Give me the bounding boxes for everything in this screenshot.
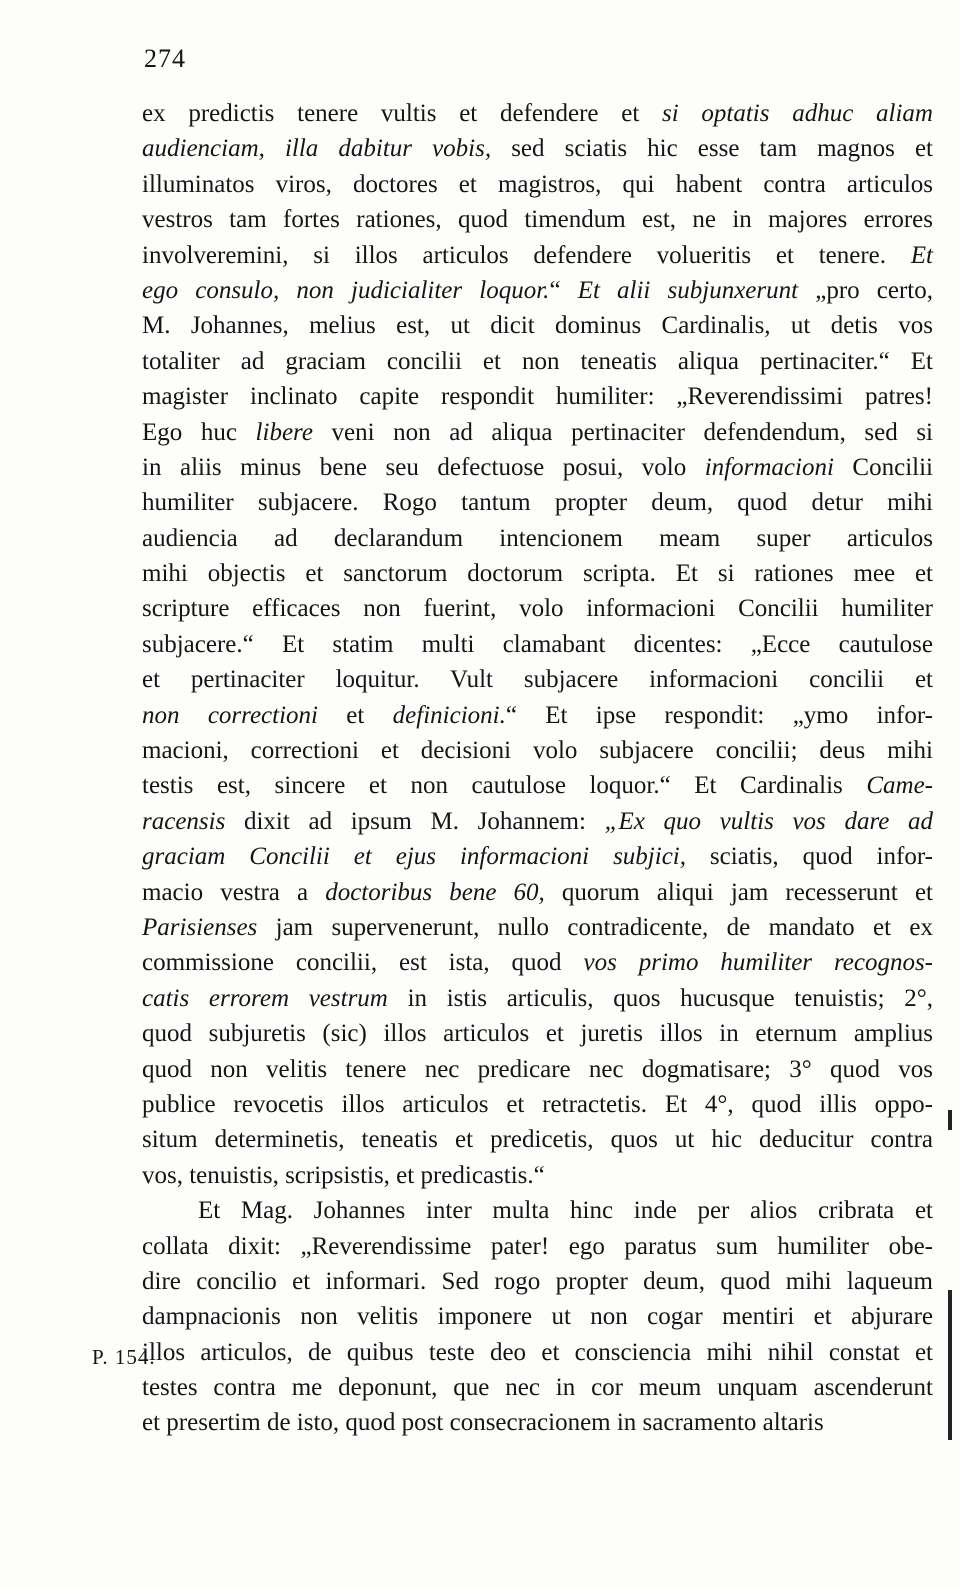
text-segment: sed sciatis hic esse tam magnos et [491,135,933,163]
text-segment: Et Mag. Johannes inter multa hinc inde per alios cribrata et [198,1197,933,1225]
text-line [142,415,933,450]
italic-segment: si optatis adhuc aliam [662,100,933,127]
text-segment: „pro certo, [798,276,933,304]
italic-segment: Et [910,241,933,269]
text-segment: scripture efficaces non fuerint, volo informacioni Concilii humiliter [142,595,933,623]
text-segment: totaliter ad graciam concilii et non teneatis aliqua pertinaciter.“ Et [142,347,933,375]
text-segment: audiencia ad declarandum intencionem meam super articulos [142,524,933,552]
text-line [142,839,933,874]
text-segment: macioni, correctioni et decisioni volo subjacere concilii; deus mihi [142,737,933,765]
text-segment: dire concilio et informari. Sed rogo propter deum, quod mihi laqueum [142,1267,933,1295]
text-segment: vestros tam fortes rationes, quod timendum est, ne in majores errores [142,206,933,234]
text-segment: illuminatos viros, doctores et magistros, qui habent contra articulos [142,170,933,198]
text-segment: et presertim de isto, quod post consecracionem in sacramento altaris [142,1409,824,1437]
text-segment: veni non ad aliqua pertinaciter defendendum, sed si [312,418,933,446]
text-line [142,591,933,626]
text-segment: vos, tenuistis, scripsistis, et predicastis.“ [142,1161,545,1189]
text-segment: in aliis minus bene seu defectuose posui, volo [142,453,705,481]
text-segment: publice revocetis illos articulos et retractetis. Et 4°, quod illis oppo- [142,1090,933,1118]
text-segment: macio vestra a [142,878,326,906]
text-line [142,379,933,414]
text-line [142,167,933,202]
italic-segment: ego consulo, non judicialiter loquor. [142,276,550,304]
page-edge-mark [948,1110,952,1130]
text-line [142,662,933,697]
text-line [142,308,933,343]
text-line [142,1122,933,1157]
text-line [142,768,933,803]
text-segment: dixit ad ipsum M. Johannem: [225,807,605,835]
text-line [142,1405,933,1440]
text-line [142,521,933,556]
text-segment: subjacere.“ Et statim multi clamabant dicentes: „Ecce cautulose [142,630,933,658]
text-line [142,1370,933,1405]
text-segment: mihi objectis et sanctorum doctorum scripta. Et si rationes mee et [142,560,933,588]
text-segment: sciatis, quod infor- [685,843,933,871]
text-segment: et pertinaciter loquitur. Vult subjacere informacioni concilii et [142,666,933,694]
text-segment: “ Et ipse respondit: „ymo infor- [505,701,933,729]
italic-segment: non correctioni [142,701,318,729]
text-line [142,627,933,662]
text-line [142,1052,933,1087]
text-line [142,238,933,273]
text-segment: testis est, sincere et non cautulose loquor.“ Et Cardinalis [142,772,867,800]
margin-note: P. 154. [92,1345,156,1369]
text-segment: M. Johannes, melius est, ut dicit dominus Cardinalis, ut detis vos [142,312,933,340]
text-line [142,1087,933,1122]
text-line [142,945,933,980]
italic-segment: catis errorem vestrum [142,984,388,1012]
italic-segment: Et alii subjunxerunt [577,276,799,304]
text-segment: ex predictis tenere vultis et defendere et [142,100,663,127]
text-line [142,1158,933,1193]
text-line [142,556,933,591]
text-segment: situm determinetis, teneatis et predicetis, quos ut hic deducitur contra [142,1126,933,1154]
italic-segment: audienciam, illa dabitur vobis, [142,135,492,163]
text-segment: Ego huc [142,418,256,446]
text-segment: et [317,701,393,729]
text-segment: collata dixit: „Reverendissime pater! ego paratus sum humiliter obe- [142,1232,933,1260]
italic-segment: graciam Concilii et ejus informacioni subjici, [142,843,686,871]
text-line [142,910,933,945]
text-line [142,698,933,733]
text-line [142,804,933,839]
text-line [142,96,933,131]
text-line [142,202,933,237]
text-segment: quorum aliqui jam recesserunt et [544,878,933,906]
text-segment: testes contra me deponunt, que nec in cor meum unquam ascenderunt [142,1374,933,1402]
italic-segment: definicioni. [392,701,506,729]
text-segment: illos articulos, de quibus teste deo et consciencia mihi nihil constat et [142,1338,933,1366]
italic-segment: racensis [142,807,226,835]
text-segment: involveremini, si illos articulos defendere volueritis et tenere. [142,241,911,269]
text-line [142,344,933,379]
text-line [142,273,933,308]
text-segment: Concilii [833,453,933,481]
italic-segment: Parisienses [142,913,258,941]
text-line [142,1335,933,1370]
body-text [142,96,933,1441]
text-segment: quod non velitis tenere nec predicare nec dogmatisare; 3° quod vos [142,1055,933,1083]
page-number: 274 [144,44,186,73]
text-segment: commissione concilii, est ista, quod [142,949,584,977]
text-line [142,1229,933,1264]
text-segment: in istis articulis, quos hucusque tenuistis; 2°, [387,984,933,1012]
italic-segment: doctoribus bene 60, [325,878,545,906]
text-line [142,1299,933,1334]
text-segment: dampnacionis non velitis imponere ut non cogar mentiri et abjurare [142,1303,933,1331]
italic-segment: „Ex quo vultis vos dare ad [604,807,933,835]
page-edge-mark [948,1290,952,1440]
text-line [142,1193,933,1228]
text-line [142,450,933,485]
text-segment: humiliter subjacere. Rogo tantum propter deum, quod detur mihi [142,489,933,517]
text-line [142,1264,933,1299]
text-segment: jam supervenerunt, nullo contradicente, de mandato et ex [257,913,933,941]
text-line [142,131,933,166]
italic-segment: Came- [866,772,933,800]
text-segment: quod subjuretis (sic) illos articulos et juretis illos in eternum amplius [142,1020,933,1048]
text-line [142,485,933,520]
text-segment: magister inclinato capite respondit humiliter: „Reverendissimi patres! [142,383,933,411]
text-segment: “ [549,276,578,304]
italic-segment: libere [255,418,313,446]
text-line [142,875,933,910]
text-line [142,733,933,768]
italic-segment: informacioni [704,453,834,481]
italic-segment: vos primo humiliter recognos- [583,949,933,977]
text-line [142,981,933,1016]
text-line [142,1016,933,1051]
